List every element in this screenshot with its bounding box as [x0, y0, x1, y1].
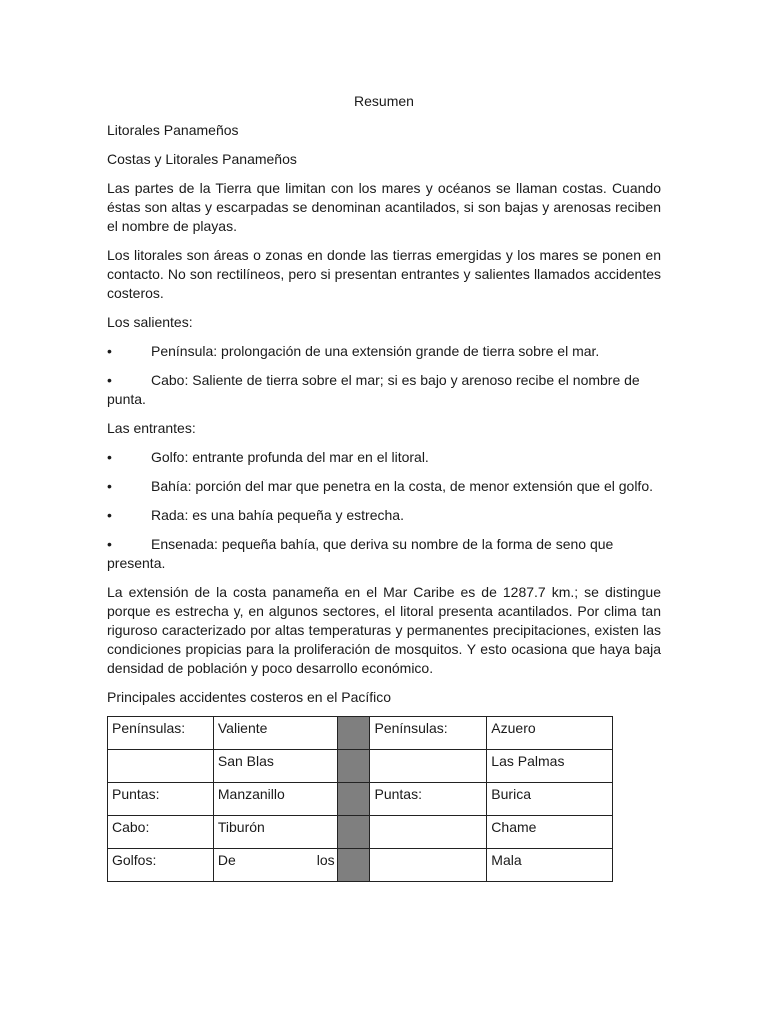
table-cell — [213, 849, 337, 882]
table-cell: Puntas: — [370, 783, 487, 816]
list-item — [107, 506, 661, 525]
list-item-text: Península: prolongación de una extensión grande de tierra sobre el mar. — [151, 343, 600, 359]
heading-litorales: Litorales Panameños — [107, 122, 239, 138]
table-cell: Puntas: — [108, 783, 214, 816]
table-cell: Burica — [487, 783, 613, 816]
table-cell: Penínsulas: — [108, 717, 214, 750]
accidentes-table — [107, 716, 613, 882]
table-cell — [370, 849, 487, 882]
list-item — [107, 535, 661, 573]
table-row — [108, 849, 613, 882]
table-row — [108, 717, 613, 750]
salientes-label: Los salientes: — [107, 314, 193, 330]
document-body — [107, 92, 661, 882]
table-cell-shaded — [337, 816, 370, 849]
table-cell: Golfos: — [108, 849, 214, 882]
table-cell — [370, 750, 487, 783]
table-cell-shaded — [337, 750, 370, 783]
table-cell: Tiburón — [213, 816, 337, 849]
table-cell-shaded — [337, 783, 370, 816]
list-item — [107, 342, 661, 361]
table-cell — [108, 750, 214, 783]
heading-costas: Costas y Litorales Panameños — [107, 151, 297, 167]
list-item-text: Golfo: entrante profunda del mar en el litoral. — [151, 449, 429, 465]
table-cell: Las Palmas — [487, 750, 613, 783]
table-cell: Manzanillo — [213, 783, 337, 816]
table-cell: Chame — [487, 816, 613, 849]
list-item-text: Rada: es una bahía pequeña y estrecha. — [151, 507, 404, 523]
table-row — [108, 783, 613, 816]
list-item-text: Cabo: Saliente de tierra sobre el mar; si es bajo y arenoso recibe el nombre de punta. — [107, 372, 640, 407]
table-cell — [370, 816, 487, 849]
table-cell: San Blas — [213, 750, 337, 783]
table-cell: Valiente — [213, 717, 337, 750]
paragraph-costas: Las partes de la Tierra que limitan con los mares y océanos se llaman costas. Cuando éstas son altas y escarpadas se denominan acantilados, si son bajas y arenosas reciben el nombre de playas. — [107, 180, 661, 234]
bullet-icon: • — [107, 372, 112, 388]
entrantes-label: Las entrantes: — [107, 420, 196, 436]
list-item — [107, 448, 661, 467]
cell-word: los — [316, 852, 335, 868]
table-cell: Mala — [487, 849, 613, 882]
list-item-text: Bahía: porción del mar que penetra en la costa, de menor extensión que el golfo. — [151, 478, 653, 494]
paragraph-litorales: Los litorales son áreas o zonas en donde las tierras emergidas y los mares se ponen en contacto. No son rectilíneos, pero si presentan entrantes y salientes llamados accidentes costeros. — [107, 247, 661, 301]
bullet-icon: • — [107, 343, 112, 359]
bullet-icon: • — [107, 507, 112, 523]
table-row — [108, 750, 613, 783]
table-caption: Principales accidentes costeros en el Pacífico — [107, 689, 392, 705]
list-item — [107, 477, 661, 496]
bullet-icon: • — [107, 449, 112, 465]
table-cell: Cabo: — [108, 816, 214, 849]
table-cell: Penínsulas: — [370, 717, 487, 750]
bullet-icon: • — [107, 536, 112, 552]
list-item-text: Ensenada: pequeña bahía, que deriva su nombre de la forma de seno que presenta. — [107, 536, 614, 571]
paragraph-caribe: La extensión de la costa panameña en el Mar Caribe es de 1287.7 km.; se distingue porque es estrecha y, en algunos sectores, el litoral presenta acantilados. Por clima tan riguroso caracterizado por altas temperaturas y permanentes precipitaciones, existen las condiciones propicias para la proliferación de mosquitos. Y esto ocasiona que haya baja densidad de población y poco desarrollo económico. — [107, 584, 661, 676]
list-item — [107, 371, 661, 409]
table-cell-shaded — [337, 717, 370, 750]
table-row — [108, 816, 613, 849]
document-title: Resumen — [354, 93, 414, 109]
table-cell-shaded — [337, 849, 370, 882]
justified-cell-text — [218, 851, 337, 870]
bullet-icon: • — [107, 478, 112, 494]
table-cell: Azuero — [487, 717, 613, 750]
cell-word: De — [217, 852, 236, 868]
